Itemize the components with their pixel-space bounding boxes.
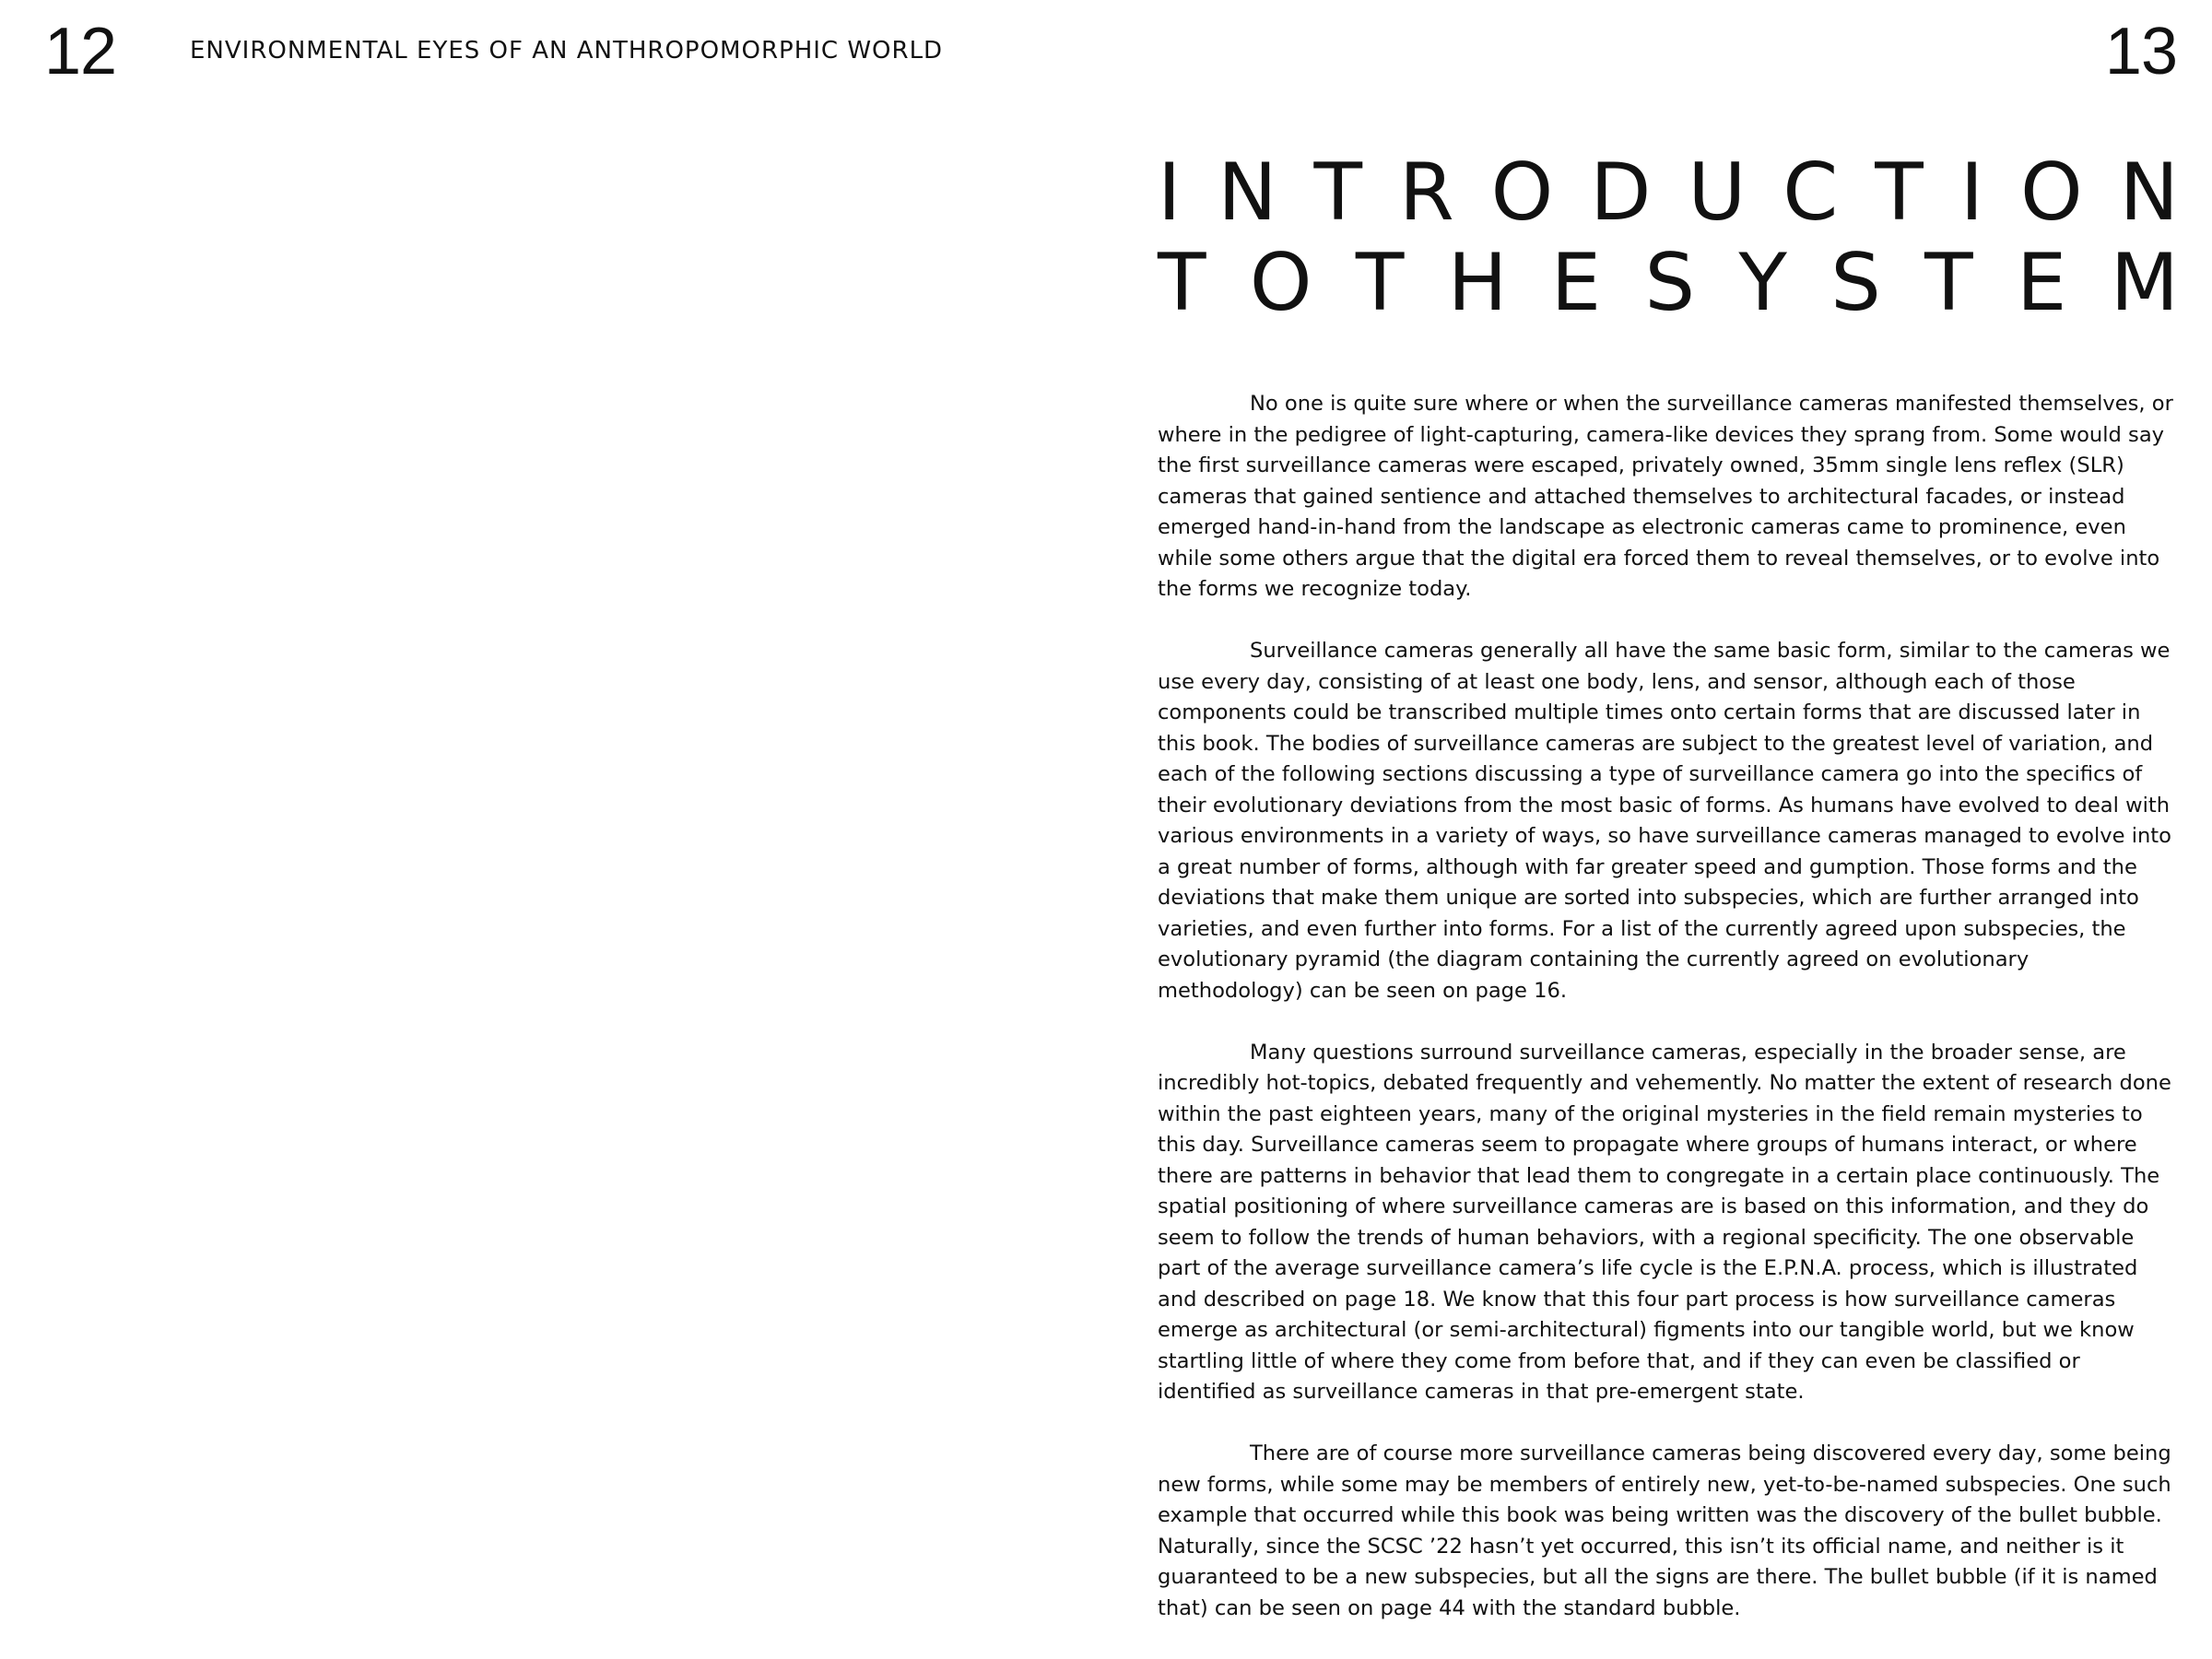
title-letter: T — [1355, 237, 1405, 329]
paragraph-3: Many questions surround surveillance cameras, especially in the broader sense, are incredibly hot-topics, debated frequently and vehemently. No matter the extent of research done within the past eighteen years, many of the original mysteries in the field remain mysteries to this day. Surveillance cameras seem to propagate where groups of humans interact, or where there are patterns in behavior that lead them to congregate in a certain place continuously. The spatial positioning of where surveillance cameras are is based on this information, and they do seem to follow the trends of human behaviors, with a regional specificity. The one observable part of the average surveillance camera’s life cycle is the E.P.N.A. process, which is illustrated and described on page 18. We know that this four part process is how surveillance cameras emerge as architectural (or semi-architectural) figments into our tangible world, but we know startling little of where they come from before that, and if they can even be classified or identified as surveillance cameras in that pre-emergent state. — [1158, 1040, 2171, 1404]
title-letter: I — [1158, 147, 1182, 239]
title-letter: Y — [1738, 237, 1787, 329]
title-line-2 — [1158, 238, 2179, 328]
title-letter: O — [2019, 147, 2083, 239]
title-letter: S — [1644, 237, 1696, 329]
page-number-left: 12 — [44, 15, 117, 88]
title-letter: E — [2017, 237, 2067, 329]
title-letter: S — [1830, 237, 1881, 329]
title-letter: C — [1783, 147, 1839, 239]
body-text — [1158, 389, 2179, 1655]
title-line-1 — [1158, 147, 2179, 238]
title-letter: H — [1447, 237, 1508, 329]
title-letter: R — [1398, 147, 1454, 239]
title-letter: T — [1924, 237, 1973, 329]
page-number-right: 13 — [2104, 15, 2177, 88]
paragraph-1: No one is quite sure where or when the surveillance cameras manifested themselves, or where in the pedigree of light-capturing, camera-like devices they sprang from. Some would say the first surveillance cameras were escaped, privately owned, 35mm single lens reflex (SLR) cameras that gained sentience and attached themselves to architectural facades, or instead emerged hand-in-hand from the landscape as electronic cameras came to prominence, even while some others argue that the digital era forced them to reveal themselves, or to evolve into the forms we recognize today. — [1158, 392, 2173, 601]
title-letter: D — [1590, 147, 1652, 239]
title-letter: N — [2119, 147, 2179, 239]
title-letter: T — [1875, 147, 1924, 239]
title-letter: M — [2110, 237, 2179, 329]
paragraph-2: Surveillance cameras generally all have the same basic form, similar to the cameras we use every day, consisting of at least one body, lens, and sensor, although each of those components could be transcribed multiple times onto certain forms that are discussed later in this book. The bodies of surveillance cameras are subject to the greatest level of variation, and each of the following sections discussing a type of surveillance camera go into the specifics of their evolutionary deviations from the most basic of forms. As humans have evolved to deal with various environments in a variety of ways, so have surveillance cameras managed to evolve into a great number of forms, although with far greater speed and gumption. Those forms and the deviations that make them unique are sorted into subspecies, which are further arranged into varieties, and even further into forms. For a list of the currently agreed upon subspecies, the evolutionary pyramid (the diagram containing the currently agreed on evolutionary methodology) can be seen on page 16. — [1158, 639, 2171, 1003]
title-letter: I — [1959, 147, 1984, 239]
title-letter: O — [1490, 147, 1554, 239]
title-letter: E — [1550, 237, 1602, 329]
title-letter: T — [1313, 147, 1363, 239]
title-letter: O — [1249, 237, 1312, 329]
title-letter: N — [1218, 147, 1277, 239]
chapter-title — [1158, 147, 2179, 328]
running-head: ENVIRONMENTAL EYES OF AN ANTHROPOMORPHIC WORLD — [190, 37, 944, 65]
title-letter: U — [1688, 147, 1747, 239]
title-letter: T — [1158, 237, 1206, 329]
paragraph-4: There are of course more surveillance cameras being discovered every day, some being new forms, while some may be members of entirely new, yet-to-be-named subspecies. One such example that occurred while this book was being written was the discovery of the bullet bubble. Naturally, since the SCSC ’22 hasn’t yet occurred, this isn’t its official name, and neither is it guaranteed to be a new subspecies, but all the signs are there. The bullet bubble (if it is named that) can be seen on page 44 with the standard bubble. — [1158, 1441, 2171, 1620]
